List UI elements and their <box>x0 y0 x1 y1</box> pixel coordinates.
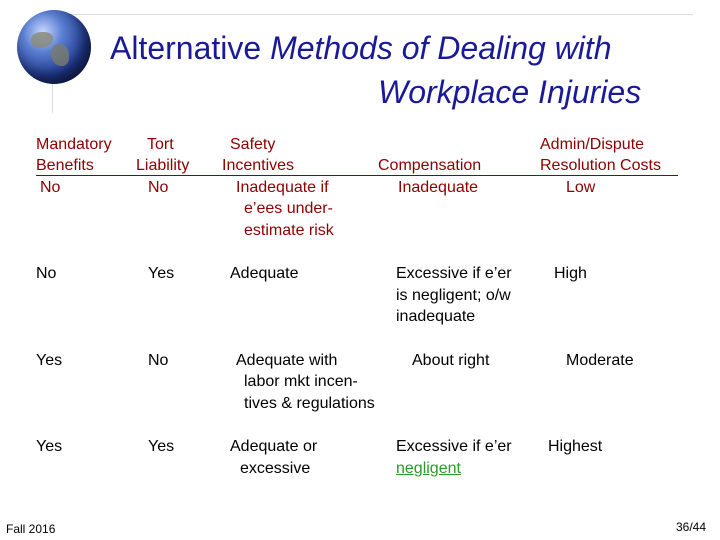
slide-title-line2: Workplace Injuries <box>378 74 642 110</box>
row2-safety-2: labor mkt incen- <box>244 373 358 390</box>
header-mandatory-3: No <box>40 179 61 196</box>
header-underline <box>36 175 678 176</box>
page-number: 36/44 <box>676 520 707 534</box>
row1-compensation-1: Excessive if e’er <box>396 265 512 282</box>
row3-compensation-1: Excessive if e’er <box>396 438 512 455</box>
row1-tort: Yes <box>148 265 175 282</box>
header-compensation-1: Compensation <box>378 157 482 174</box>
globe-icon <box>17 10 91 84</box>
header-mandatory-2: Benefits <box>36 157 94 174</box>
row2-tort: No <box>148 352 169 369</box>
header-safety-2: Incentives <box>222 157 295 174</box>
header-safety-3: Inadequate if <box>236 179 329 196</box>
header-admin-1: Admin/Dispute <box>540 136 645 153</box>
slide-title-line1: Alternative Methods of Dealing with <box>110 30 612 66</box>
header-admin-2: Resolution Costs <box>540 157 661 174</box>
row1-compensation-2: is negligent; o/w <box>396 287 511 304</box>
row3-safety-1: Adequate or <box>230 438 318 455</box>
row3-safety-2: excessive <box>240 460 311 477</box>
row1-mandatory: No <box>36 265 57 282</box>
header-safety-1: Safety <box>230 136 276 153</box>
row2-mandatory: Yes <box>36 352 63 369</box>
row1-safety-1: Adequate <box>230 265 299 282</box>
header-tort-2: Liability <box>136 157 190 174</box>
header-compensation-2: Inadequate <box>398 179 479 196</box>
header-admin-3: Low <box>566 179 596 196</box>
row1-admin: High <box>554 265 587 282</box>
row2-safety-1: Adequate with <box>236 352 338 369</box>
row2-admin: Moderate <box>566 352 634 369</box>
header-tort-3: No <box>148 179 169 196</box>
row3-tort: Yes <box>148 438 175 455</box>
row2-compensation-1: About right <box>412 352 490 369</box>
footer-date: Fall 2016 <box>6 522 56 536</box>
header-mandatory-1: Mandatory <box>36 136 112 153</box>
row3-mandatory: Yes <box>36 438 63 455</box>
header-tort-1: Tort <box>147 136 174 153</box>
header-safety-5: estimate risk <box>244 222 334 239</box>
row3-admin: Highest <box>548 438 603 455</box>
row2-safety-3: tives & regulations <box>244 395 375 412</box>
row3-compensation-2-link[interactable]: negligent <box>396 460 461 477</box>
row1-compensation-3: inadequate <box>396 308 476 325</box>
header-safety-4: e’ees under- <box>244 200 333 217</box>
